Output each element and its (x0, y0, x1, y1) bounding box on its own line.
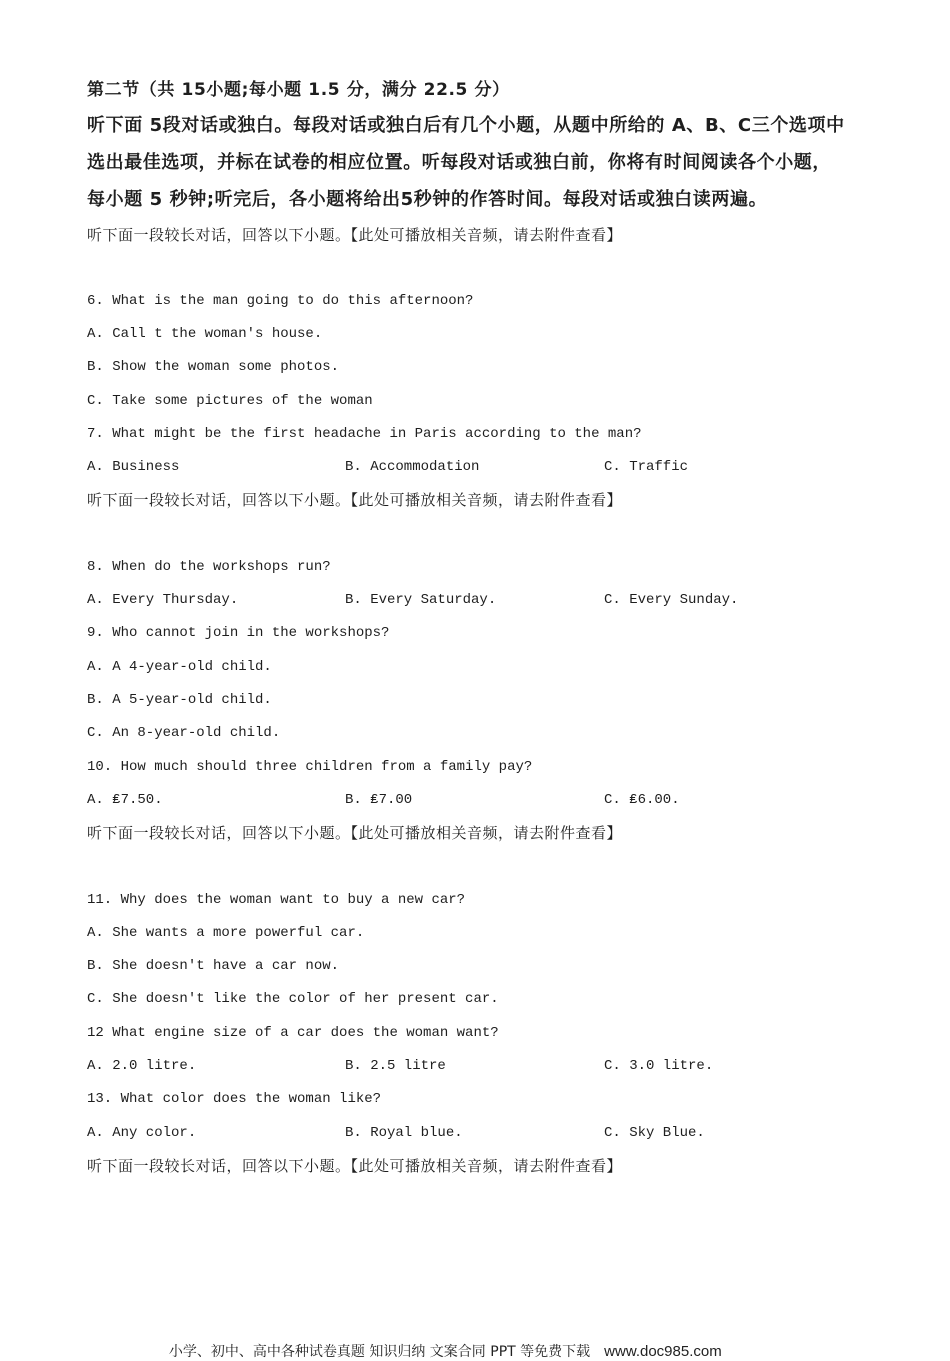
audio-note: 听下面一段较长对话，回答以下小题。【此处可播放相关音频，请去附件查看】 (87, 1157, 623, 1175)
answer-option: A. Call t the woman's house. (87, 326, 323, 342)
footer-url-link[interactable]: www.doc985.com (604, 1343, 722, 1360)
answer-option: B. Accommodation (345, 459, 480, 475)
answer-option: B. She doesn't have a car now. (87, 958, 340, 974)
answer-option: A. 2.0 litre. (87, 1058, 197, 1074)
page-footer (160, 1325, 722, 1361)
audio-note: 听下面一段较长对话，回答以下小题。【此处可播放相关音频，请去附件查看】 (87, 491, 623, 509)
answer-option: A. ₤7.50. (87, 792, 163, 808)
answer-option: B. Show the woman some photos. (87, 359, 340, 375)
answer-option: C. She doesn't like the color of her present car. (87, 991, 499, 1007)
section-heading: 第二节（共 15小题;每小题 1.5 分，满分 22.5 分） (87, 80, 510, 100)
question-stem: 10. How much should three children from a family pay? (87, 759, 533, 775)
answer-option: C. Traffic (604, 459, 689, 475)
options-row (0, 1123, 950, 1143)
answer-option: A. A 4-year-old child. (87, 659, 272, 675)
options-row (0, 457, 950, 477)
answer-option: C. 3.0 litre. (604, 1058, 714, 1074)
answer-option: C. Take some pictures of the woman (87, 393, 373, 409)
question-stem: 9. Who cannot join in the workshops? (87, 625, 390, 641)
answer-option: B. Every Saturday. (345, 592, 497, 608)
answer-option: A. She wants a more powerful car. (87, 925, 365, 941)
audio-note: 听下面一段较长对话，回答以下小题。【此处可播放相关音频，请去附件查看】 (87, 226, 623, 244)
audio-note: 听下面一段较长对话，回答以下小题。【此处可播放相关音频，请去附件查看】 (87, 824, 623, 842)
answer-option: C. Every Sunday. (604, 592, 739, 608)
question-stem: 7. What might be the first headache in Paris according to the man? (87, 426, 642, 442)
answer-option: C. ₤6.00. (604, 792, 680, 808)
question-stem: 11. Why does the woman want to buy a new car? (87, 892, 466, 908)
answer-option: B. A 5-year-old child. (87, 692, 272, 708)
options-row (0, 1056, 950, 1076)
question-stem: 6. What is the man going to do this afternoon? (87, 293, 474, 309)
question-stem: 12 What engine size of a car does the woman want? (87, 1025, 499, 1041)
question-stem: 8. When do the workshops run? (87, 559, 331, 575)
options-row (0, 590, 950, 610)
answer-option: B. 2.5 litre (345, 1058, 446, 1074)
answer-option: A. Any color. (87, 1125, 197, 1141)
answer-option: A. Business (87, 459, 180, 475)
question-stem: 13. What color does the woman like? (87, 1091, 382, 1107)
instructions-line: 听下面 5段对话或独白。每段对话或独白后有几个小题，从题中所给的 A、B、C三个选项中 (87, 115, 845, 136)
answer-option: C. Sky Blue. (604, 1125, 705, 1141)
answer-option: C. An 8-year-old child. (87, 725, 281, 741)
instructions-line: 选出最佳选项，并标在试卷的相应位置。听每段对话或独白前，你将有时间阅读各个小题， (87, 152, 831, 173)
answer-option: B. Royal blue. (345, 1125, 463, 1141)
instructions-line: 每小题 5 秒钟;听完后，各小题将给出5秒钟的作答时间。每段对话或独白读两遍。 (87, 189, 768, 210)
footer-text: 小学、初中、高中各种试卷真题 知识归纳 文案合同 PPT 等免费下载 (168, 1344, 591, 1360)
options-row (0, 790, 950, 810)
answer-option: A. Every Thursday. (87, 592, 239, 608)
answer-option: B. ₤7.00 (345, 792, 413, 808)
